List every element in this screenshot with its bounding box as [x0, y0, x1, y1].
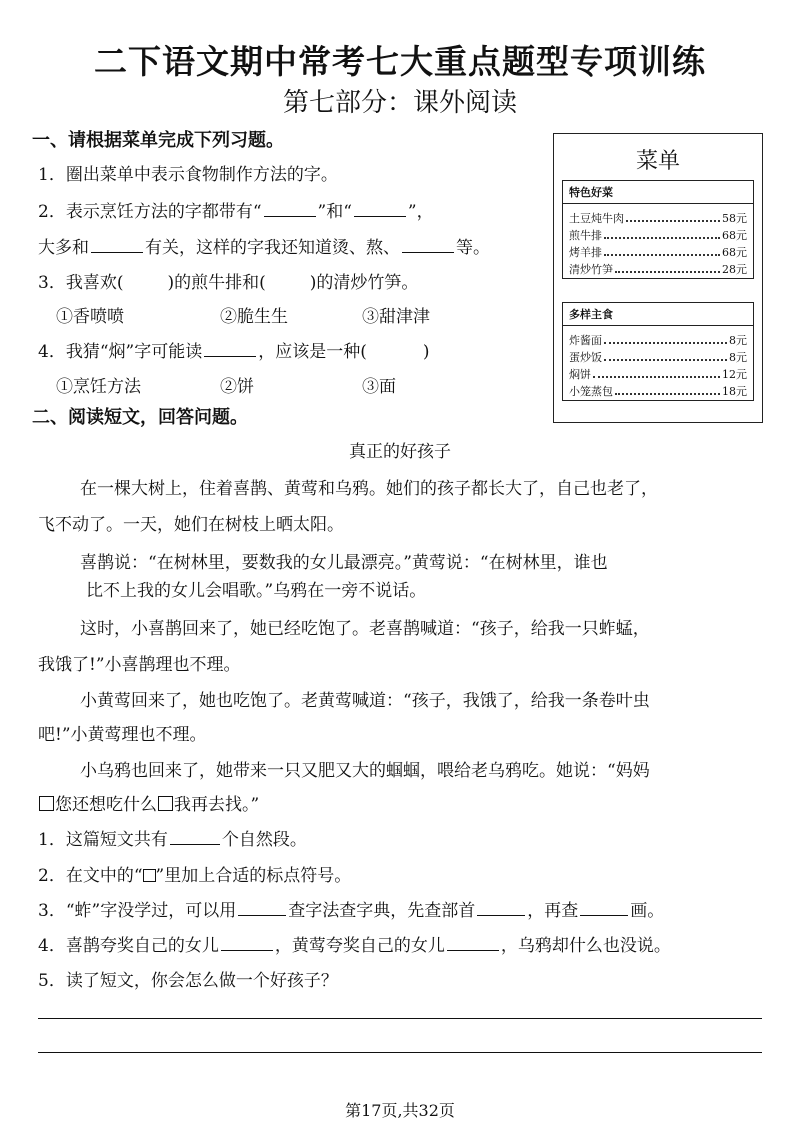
story-title: 真正的好孩子 — [349, 442, 451, 462]
page-number: 第17页,共32页 — [345, 1101, 455, 1120]
menu-item-name: 小笼蒸包 — [569, 385, 613, 398]
punctuation-box-1[interactable] — [39, 796, 54, 811]
s1-q2-text-e: 有关，这样的字我还知道烫、熬、 — [145, 238, 400, 258]
s2-q4-text-a: 4．喜鹊夸奖自己的女儿 — [38, 936, 219, 956]
s2-q3-text-d: 画。 — [630, 901, 665, 921]
menu-item — [563, 242, 753, 259]
s2-q1-text-b: 个自然段。 — [221, 830, 307, 850]
s1-q4-option-1: ①烹饪方法 — [56, 377, 141, 397]
s1-q2-text-b: ”和“ — [317, 202, 352, 222]
menu-item-dots — [604, 237, 720, 239]
menu-item-price: 58元 — [722, 212, 747, 225]
menu-card — [553, 133, 763, 423]
story-p1-line-1: 在一棵大树上，住着喜鹊、黄莺和乌鸦。她们的孩子都长大了，自己也老了， — [80, 479, 658, 499]
menu-item-dots — [615, 393, 720, 395]
s1-question-1: 1．圈出菜单中表示食物制作方法的字。 — [38, 165, 338, 185]
story-p4-line-2: 吧!”小黄莺理也不理。 — [38, 725, 207, 745]
story-p2-line-2: 比不上我的女儿会唱歌。”乌鸦在一旁不说话。 — [86, 581, 427, 601]
menu-item — [563, 259, 753, 276]
menu-item-price: 8元 — [729, 334, 747, 347]
s2-question-4 — [38, 931, 671, 956]
menu-group-heading: 多样主食 — [563, 303, 753, 326]
section-1-heading: 一、请根据菜单完成下列习题。 — [32, 130, 284, 151]
story-p3-line-1: 这时，小喜鹊回来了，她已经吃饱了。老喜鹊喊道：“孩子，给我一只蚱蜢， — [80, 619, 650, 639]
menu-title: 菜单 — [635, 149, 680, 174]
s2-question-3 — [38, 896, 664, 921]
s1-question-3 — [38, 268, 418, 293]
menu-group-staples — [562, 302, 754, 401]
s2-q3-text-b: 查字法查字典，先查部首 — [288, 901, 476, 921]
menu-item-price: 8元 — [729, 351, 747, 364]
s1-q3-text-c: )的清炒竹笋。 — [309, 273, 419, 293]
menu-item-dots — [604, 254, 720, 256]
menu-group-specials — [562, 180, 754, 279]
s1-q2-text-d: 大多和 — [38, 238, 89, 258]
answer-line-2[interactable] — [38, 1052, 762, 1053]
menu-item — [563, 364, 753, 381]
s1-q4-text-c: ) — [422, 342, 430, 362]
s2-q3-blank-2[interactable] — [477, 899, 525, 916]
menu-item-price: 28元 — [722, 263, 747, 276]
menu-item-name: 土豆炖牛肉 — [569, 212, 624, 225]
menu-item-name: 清炒竹笋 — [569, 263, 613, 276]
menu-item-dots — [615, 271, 720, 273]
s2-q1-text-a: 1．这篇短文共有 — [38, 830, 168, 850]
page-subtitle: 第七部分：课外阅读 — [282, 88, 517, 118]
menu-item-name: 煎牛排 — [569, 229, 602, 242]
menu-item — [563, 225, 753, 242]
s2-q3-text-a: 3．“蚱”字没学过，可以用 — [38, 901, 237, 921]
s1-q3-options — [56, 302, 430, 327]
menu-item — [563, 330, 753, 347]
s1-q3-option-2: ②脆生生 — [220, 307, 288, 327]
s1-q4-option-3: ③面 — [362, 377, 396, 397]
menu-item-dots — [604, 359, 727, 361]
s2-q4-text-c: ，乌鸦却什么也没说。 — [500, 936, 671, 956]
story-p2-line-1: 喜鹊说：“在树林里，要数我的女儿最漂亮。”黄莺说：“在树林里，谁也 — [80, 553, 608, 573]
s1-q3-option-1: ①香喷喷 — [56, 307, 124, 327]
s1-question-2-line-2 — [38, 233, 490, 258]
story-p1-line-2: 飞不动了。一天，她们在树枝上晒太阳。 — [38, 515, 344, 535]
s2-q2-text-b: ”里加上合适的标点符号。 — [155, 866, 352, 886]
story-p4-line-1: 小黄莺回来了，她也吃饱了。老黄莺喊道：“孩子，我饿了，给我一条卷叶虫 — [80, 691, 650, 711]
s1-q2-blank-1[interactable] — [264, 200, 316, 217]
s1-q3-option-3: ③甜津津 — [362, 307, 430, 327]
menu-item-price: 18元 — [722, 385, 747, 398]
s1-q2-text-c: ”， — [407, 202, 434, 222]
section-2-heading: 二、阅读短文，回答问题。 — [32, 407, 248, 428]
menu-item-name: 烤羊排 — [569, 246, 602, 259]
s1-question-4 — [38, 337, 429, 362]
s2-q3-blank-1[interactable] — [238, 899, 286, 916]
s1-q4-options — [56, 372, 396, 397]
menu-item-name: 炸酱面 — [569, 334, 602, 347]
menu-item — [563, 208, 753, 225]
story-p5-text-a: 您还想吃什么 — [55, 795, 157, 815]
page-title: 二下语文期中常考七大重点题型专项训练 — [94, 42, 706, 81]
story-p3-line-2: 我饿了!”小喜鹊理也不理。 — [38, 655, 241, 675]
s2-question-5: 5．读了短文，你会怎么做一个好孩子？ — [38, 971, 338, 991]
menu-item-dots — [604, 342, 727, 344]
s2-question-1 — [38, 825, 307, 850]
answer-line-1[interactable] — [38, 1018, 762, 1019]
s1-q4-text-a: 4．我猜“焖”字可能读 — [38, 342, 203, 362]
s1-question-2-line-1 — [38, 197, 434, 222]
story-p5-text-b: 我再去找。” — [174, 795, 260, 815]
menu-item-price: 12元 — [722, 368, 747, 381]
s1-q4-text-b: ，应该是一种( — [258, 342, 367, 362]
s2-q2-text-a: 2．在文中的“ — [38, 866, 143, 886]
story-p5-line-1: 小乌鸦也回来了，她带来一只又肥又大的蝈蝈，喂给老乌鸦吃。她说：“妈妈 — [80, 761, 650, 781]
s1-q3-text-b: )的煎牛排和( — [167, 273, 266, 293]
s2-q3-text-c: ，再查 — [527, 901, 579, 921]
menu-item-name: 焖饼 — [569, 368, 591, 381]
menu-item-price: 68元 — [722, 246, 747, 259]
s1-q2-text-f: 等。 — [456, 238, 490, 258]
s2-q1-blank[interactable] — [170, 828, 220, 845]
story-p5-line-2 — [38, 790, 259, 815]
s1-q2-blank-2[interactable] — [354, 200, 406, 217]
s1-q2-text-a: 2．表示烹饪方法的字都带有“ — [38, 202, 262, 222]
menu-item-name: 蛋炒饭 — [569, 351, 602, 364]
menu-item-dots — [593, 376, 720, 378]
s1-q3-text-a: 3．我喜欢( — [38, 273, 124, 293]
punctuation-box-icon — [143, 869, 156, 882]
menu-item — [563, 381, 753, 398]
punctuation-box-2[interactable] — [158, 796, 173, 811]
s1-q4-option-2: ②饼 — [220, 377, 254, 397]
s2-q4-text-b: ，黄莺夸奖自己的女儿 — [274, 936, 445, 956]
menu-group-heading: 特色好菜 — [563, 181, 753, 204]
s1-q2-blank-4[interactable] — [402, 236, 454, 253]
s2-q3-blank-3[interactable] — [580, 899, 628, 916]
s2-q4-blank-2[interactable] — [447, 934, 499, 951]
menu-item-price: 68元 — [722, 229, 747, 242]
s2-q4-blank-1[interactable] — [221, 934, 273, 951]
s1-q2-blank-3[interactable] — [91, 236, 143, 253]
menu-item — [563, 347, 753, 364]
s2-question-2 — [38, 861, 351, 886]
s1-q4-blank[interactable] — [204, 340, 256, 357]
menu-item-dots — [626, 220, 720, 222]
